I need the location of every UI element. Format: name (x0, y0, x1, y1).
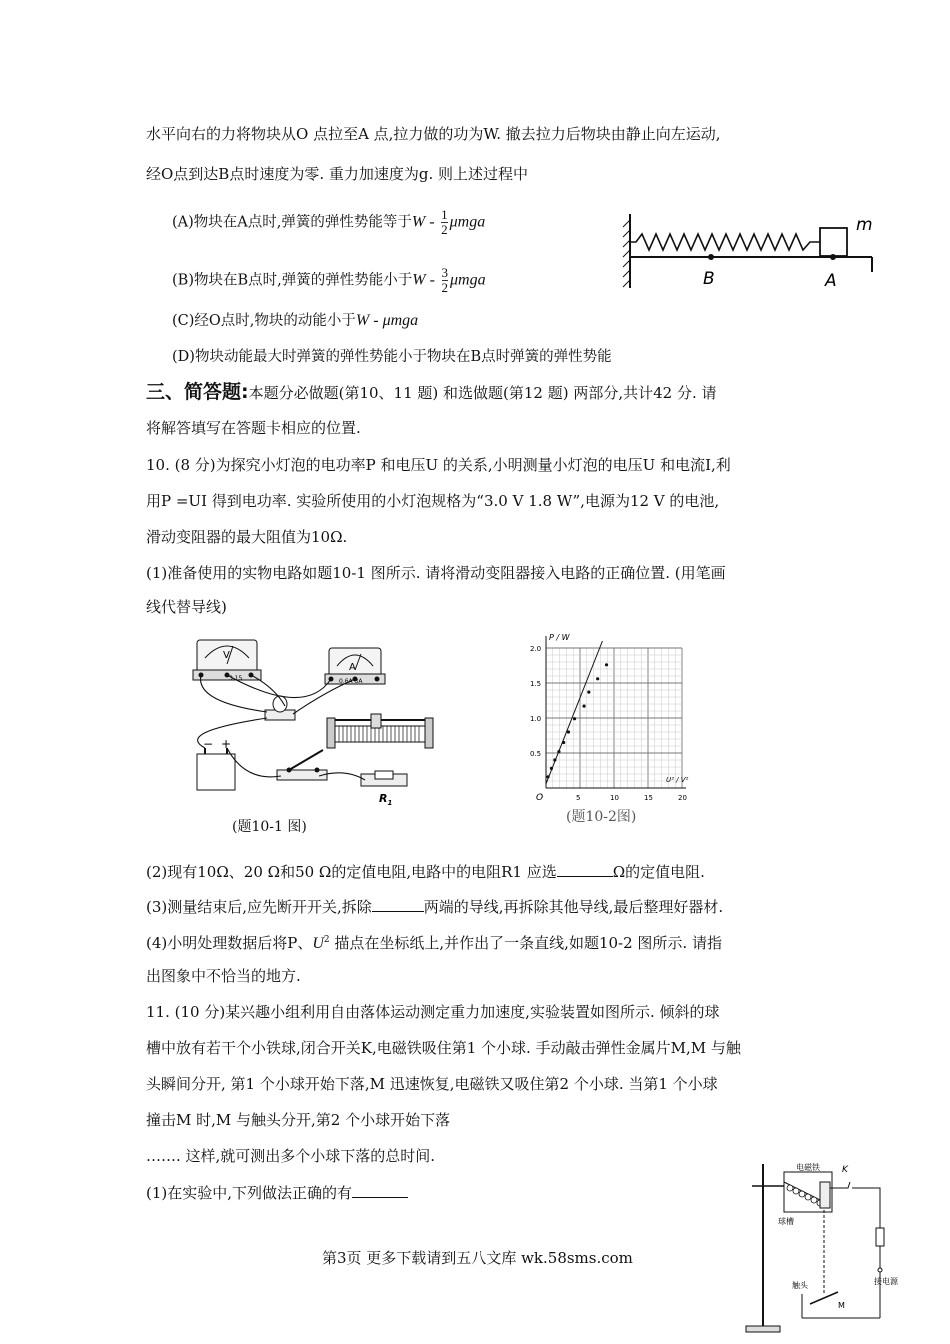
y-tick-label: 1.5 (530, 680, 542, 688)
q10-part1-line-1: (1)准备使用的实物电路如题10-1 图所示. 请将滑动变阻器接入电路的正确位置. (用笔画 (146, 564, 726, 582)
data-point (573, 717, 576, 720)
ammeter-label: A (349, 662, 356, 673)
option-b-fraction: $\frac{3}{2}$ (441, 265, 448, 295)
q11-line-1: 11. (10 分)某兴趣小组利用自由落体运动测定重力加速度,实验装置如图所示. 倾斜的球 (146, 1003, 720, 1021)
bulb-holder (265, 696, 295, 720)
chart-10-2 (518, 622, 698, 802)
ball-groove-label: 球槽 (778, 1217, 794, 1226)
q10-part4-u: U (312, 935, 324, 952)
data-point (605, 663, 608, 666)
circuit-figure (185, 622, 435, 810)
contact-label: 触头 (792, 1281, 808, 1290)
q11-line-4: 撞击M 时,M 与触头分开,第2 个小球开始下落 (146, 1111, 451, 1129)
q10-part2-tail: Ω的定值电阻. (612, 863, 705, 881)
data-point (546, 775, 549, 778)
data-point (587, 691, 590, 694)
q10-part3-blank[interactable] (372, 896, 424, 912)
y-tick-label: 2.0 (530, 645, 542, 653)
battery-plus: + (221, 737, 232, 751)
q10-line-2: 用P =UI 得到电功率. 实验所使用的小灯泡规格为“3.0 V 1.8 W”,电源为12 V 的电池, (146, 492, 720, 510)
option-a-w: W - (411, 213, 435, 231)
option-c-text: (C)经O点时,物块的动能小于 (172, 313, 356, 329)
power-terminal (878, 1268, 882, 1272)
point-b (708, 254, 714, 260)
q10-part2 (146, 861, 705, 882)
section3-title: 三、简答题: (146, 381, 249, 403)
q10-part3-tail: 两端的导线,再拆除其他导线,最后整理好器材. (423, 898, 724, 916)
q11-line-2: 槽中放有若干个小铁球,闭合开关K,电磁铁吸住第1 个小球. 手动敲击弹性金属片M,M 与触 (146, 1039, 741, 1057)
electromagnet-label: 电磁铁 (796, 1163, 820, 1172)
section3-line-1 (146, 382, 717, 403)
electromagnet (820, 1182, 830, 1208)
apparatus-figure (740, 1158, 940, 1338)
figure-10-2-caption: (题10-2图) (566, 809, 637, 825)
q10-part4-line-2: 出图象中不恰当的地方. (146, 967, 301, 985)
fit-line (546, 641, 602, 784)
spring-figure (620, 208, 880, 298)
data-point (550, 767, 553, 770)
metal-plate-m (810, 1292, 838, 1304)
section3-text: 本题分必做题(第10、11 题) 和选做题(第12 题) 两部分,共计42 分. 请 (248, 384, 717, 402)
x-tick-label: 5 (576, 794, 581, 802)
q10-part2-blank[interactable] (557, 861, 613, 877)
x-axis-label: U² / V² (666, 776, 689, 784)
point-a (830, 254, 836, 260)
q10-part3-text: (3)测量结束后,应先断开开关,拆除 (146, 898, 372, 916)
q11-part1-text: (1)在实验中,下列做法正确的有 (146, 1184, 353, 1202)
option-d: (D)物块动能最大时弹簧的弹性势能小于物块在B点时弹簧的弹性势能 (172, 349, 612, 365)
q11-line-5: ……. 这样,就可测出多个小球下落的总时间. (146, 1147, 436, 1165)
figure-10-1-caption: (题10-1 图) (232, 819, 307, 835)
data-point (582, 705, 585, 708)
wall-hatch (623, 220, 630, 287)
q10-part2-text: (2)现有10Ω、20 Ω和50 Ω的定值电阻,电路中的电阻R1 应选 (146, 863, 557, 881)
plate-m-label: M (838, 1301, 845, 1310)
q11-part1-blank[interactable] (352, 1182, 408, 1198)
power-label: 接电源 (874, 1277, 898, 1286)
q11-line-3: 头瞬间分开, 第1 个小球开始下落,M 迅速恢复,电磁铁又吸住第2 个小球. 当第1 个小球 (146, 1075, 718, 1093)
q10-line-3: 滑动变阻器的最大阻值为10Ω. (146, 528, 348, 546)
intro-line-2: 经O点到达B点时速度为零. 重力加速度为g. 则上述过程中 (146, 165, 528, 183)
wire-right (852, 1188, 880, 1228)
switch-k-label: K (842, 1165, 848, 1175)
r1-label: $R_1$ (379, 792, 393, 807)
stand-base (746, 1326, 780, 1332)
q11-part1 (146, 1182, 408, 1203)
section3-line-2: 将解答填写在答题卡相应的位置. (146, 419, 361, 437)
label-m: m (856, 215, 873, 235)
battery-minus: − (203, 737, 214, 751)
intro-line-1: 水平向右的力将物块从O 点拉至A 点,拉力做的功为W. 撤去拉力后物块由静止向左运动, (146, 125, 721, 143)
option-b-tail: μmga (450, 271, 486, 289)
spring (630, 234, 820, 250)
x-tick-label: 20 (678, 794, 687, 802)
q10-part4-line-1 (146, 930, 722, 954)
switch-k (830, 1182, 850, 1188)
label-a: A (825, 271, 837, 291)
option-b (172, 266, 486, 295)
rheostat (327, 714, 433, 748)
block-m (820, 228, 847, 256)
data-point (567, 730, 570, 733)
voltmeter-range: 3 15 (229, 675, 243, 682)
option-b-text: (B)物块在B点时,弹簧的弹性势能小于 (172, 272, 413, 289)
page-footer: 第3页 更多下载请到五八文库 wk.58sms.com (322, 1249, 633, 1267)
option-a-fraction: $\frac{1}{2}$ (441, 207, 448, 237)
option-c (172, 311, 418, 331)
q10-part4-text-b: 描点在坐标纸上,并作出了一条直线,如题10-2 图所示. 请指 (329, 934, 722, 952)
x-tick-label: 15 (644, 794, 653, 802)
option-b-w: W - (412, 271, 435, 289)
data-point (562, 741, 565, 744)
data-point (596, 677, 599, 680)
resistor-r1 (361, 771, 407, 786)
voltmeter-label: V (223, 650, 230, 661)
y-axis-label: P / W (549, 633, 570, 642)
q10-part3 (146, 896, 723, 917)
data-point (553, 758, 556, 761)
option-a (172, 208, 485, 237)
option-a-text: (A)物块在A点时,弹簧的弹性势能等于 (172, 214, 412, 231)
resistor (876, 1228, 884, 1246)
x-tick-label: 10 (610, 794, 619, 802)
y-tick-label: 0.5 (530, 750, 542, 758)
data-point (557, 750, 560, 753)
battery (197, 748, 235, 790)
q10-line-1: 10. (8 分)为探究小灯泡的电功率P 和电压U 的关系,小明测量小灯泡的电压U 和电流I,利 (146, 456, 731, 474)
option-c-expr: W - μmga (355, 312, 419, 329)
y-tick-label: 1.0 (530, 715, 542, 723)
option-a-tail: μmga (449, 213, 486, 231)
label-b: B (703, 269, 715, 289)
origin-label: O (536, 793, 544, 802)
q10-part4-sup: 2 (323, 935, 330, 945)
ammeter-range: 0.6A 3A (339, 678, 363, 685)
q10-part4-text-a: (4)小明处理数据后将P、 (146, 934, 313, 952)
q10-part1-line-2: 线代替导线) (146, 598, 227, 616)
